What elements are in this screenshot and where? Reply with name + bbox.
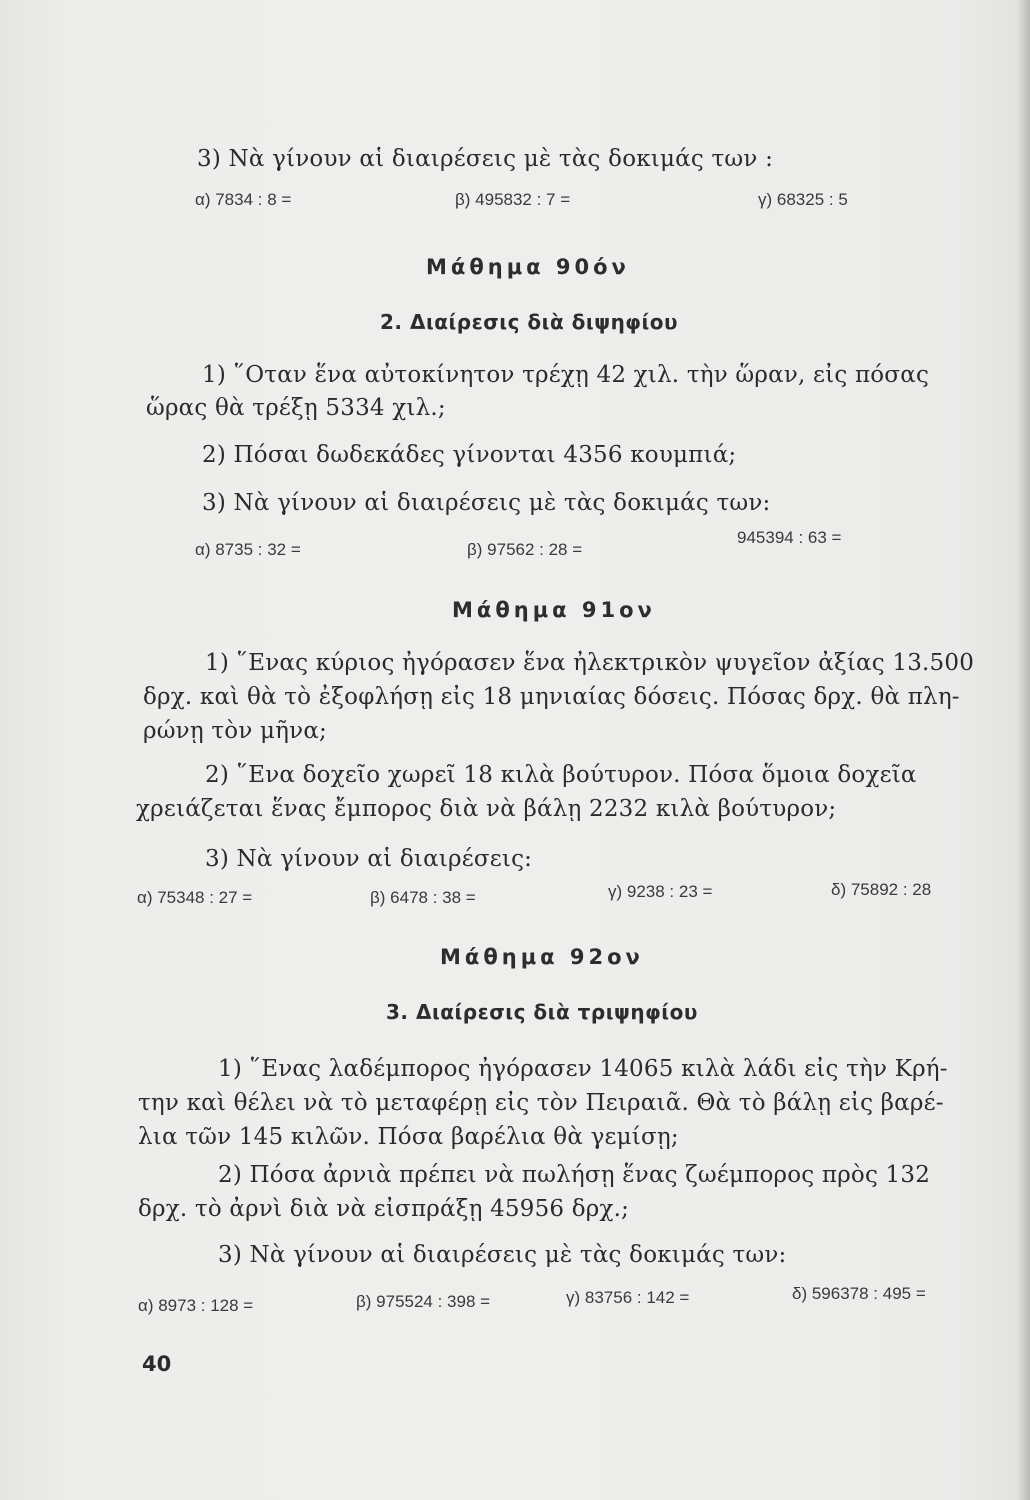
top-division-a: α) 7834 : 8 = [195, 190, 292, 209]
lesson-91-division-a: α) 75348 : 27 = [137, 888, 253, 907]
lesson-90-section: 2. Διαίρεσις διὰ διψηφίου [380, 310, 678, 334]
lesson-90-problem-1-line-1: 1) ῞Οταν ἕνα αὐτοκίνητον τρέχῃ 42 χιλ. τὴν ὥραν, εἰς πόσας [202, 362, 930, 388]
lesson-92-division-c: γ) 83756 : 142 = [566, 1288, 690, 1307]
lesson-92-problem-2-line-1: 2) Πόσα ἀρνιὰ πρέπει νὰ πωλήσῃ ἕνας ζωέμπορος πρὸς 132 [218, 1162, 931, 1188]
lesson-91-exercise-3-intro: 3) Νὰ γίνουν αἱ διαιρέσεις: [205, 846, 533, 872]
lesson-92-division-b: β) 975524 : 398 = [356, 1292, 491, 1311]
lesson-92-problem-1-line-1: 1) ῞Ενας λαδέμπορος ἠγόρασεν 14065 κιλὰ λάδι εἰς τὴν Κρή- [218, 1056, 948, 1082]
lesson-92-section: 3. Διαίρεσις διὰ τριψηφίου [386, 1000, 698, 1024]
lesson-91-problem-2-line-2: χρειάζεται ἕνας ἔμπορος διὰ νὰ βάλῃ 2232 κιλὰ βούτυρον; [136, 796, 837, 822]
lesson-92-division-d: δ) 596378 : 495 = [792, 1284, 926, 1303]
lesson-91-problem-1-line-1: 1) ῞Ενας κύριος ἠγόρασεν ἕνα ἠλεκτρικὸν ψυγεῖον ἀξίας 13.500 [205, 650, 975, 676]
lesson-91-problem-2-line-1: 2) ῞Ενα δοχεῖο χωρεῖ 18 κιλὰ βούτυρον. Πόσα ὅμοια δοχεῖα [205, 762, 917, 788]
lesson-91-problem-1-line-3: ρώνῃ τὸν μῆνα; [143, 718, 328, 744]
top-exercise-3-intro: 3) Νὰ γίνουν αἱ διαιρέσεις μὲ τὰς δοκιμάς των : [197, 146, 774, 172]
lesson-92-problem-1-line-3: λια τῶν 145 κιλῶν. Πόσα βαρέλια θὰ γεμίσῃ; [138, 1124, 679, 1150]
top-division-c: γ) 68325 : 5 [758, 190, 848, 209]
page-number: 40 [142, 1352, 172, 1376]
lesson-91-division-c: γ) 9238 : 23 = [608, 882, 713, 901]
lesson-90-division-b: β) 97562 : 28 = [467, 540, 583, 559]
lesson-90-exercise-3-intro: 3) Νὰ γίνουν αἱ διαιρέσεις μὲ τὰς δοκιμάς των: [202, 490, 771, 516]
lesson-91-title: Μάθημα 91ον [452, 598, 656, 622]
lesson-92-problem-1-line-2: την καὶ θέλει νὰ τὸ μεταφέρῃ εἰς τὸν Πειραιᾶ. Θὰ τὸ βάλῃ εἰς βαρέ- [138, 1090, 944, 1116]
lesson-91-division-d: δ) 75892 : 28 [831, 880, 932, 899]
lesson-90-division-a: α) 8735 : 32 = [195, 540, 301, 559]
lesson-92-exercise-3-intro: 3) Νὰ γίνουν αἱ διαιρέσεις μὲ τὰς δοκιμάς των: [218, 1242, 787, 1268]
lesson-90-division-c: 945394 : 63 = [737, 528, 842, 547]
lesson-92-title: Μάθημα 92ον [440, 945, 644, 969]
lesson-90-problem-1-line-2: ὥρας θὰ τρέξῃ 5334 χιλ.; [146, 395, 446, 421]
top-division-b: β) 495832 : 7 = [455, 190, 571, 209]
lesson-90-problem-2: 2) Πόσαι δωδεκάδες γίνονται 4356 κουμπιά; [202, 442, 737, 468]
lesson-92-division-a: α) 8973 : 128 = [138, 1296, 254, 1315]
page-edge-shadow [1016, 0, 1030, 1500]
lesson-92-problem-2-line-2: δρχ. τὸ ἀρνὶ διὰ νὰ εἰσπράξῃ 45956 δρχ.; [138, 1196, 630, 1222]
lesson-91-problem-1-line-2: δρχ. καὶ θὰ τὸ ἐξοφλήσῃ εἰς 18 μηνιαίας δόσεις. Πόσας δρχ. θὰ πλη- [143, 684, 960, 710]
lesson-90-title: Μάθημα 90όν [426, 255, 630, 279]
lesson-91-division-b: β) 6478 : 38 = [370, 888, 476, 907]
